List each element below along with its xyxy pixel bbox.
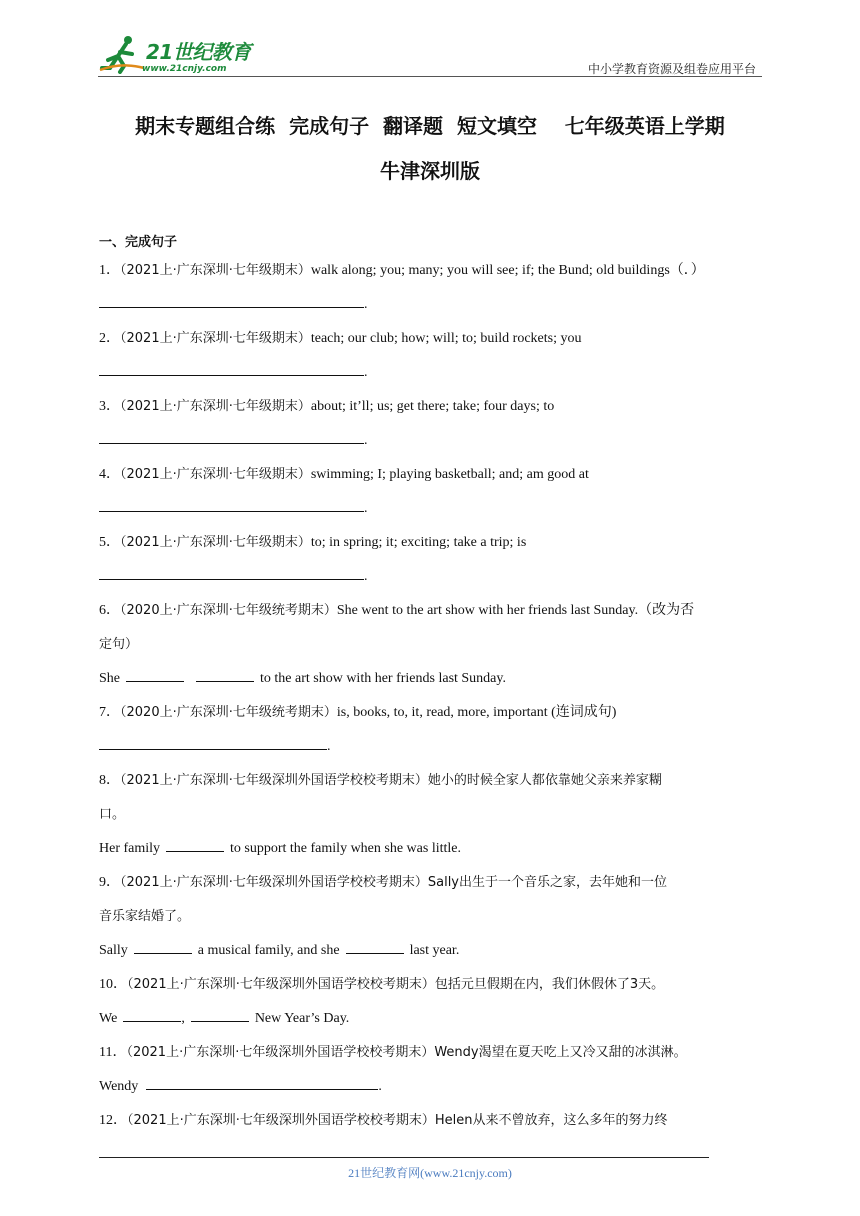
answer-line-10: We , New Year’s Day.: [99, 1002, 763, 1036]
blank[interactable]: [166, 835, 224, 852]
blank[interactable]: [146, 1071, 378, 1090]
page-title: 期末专题组合练 完成句子 翻译题 短文填空 七年级英语上学期: [135, 114, 725, 138]
answer-line-2[interactable]: .: [99, 356, 763, 390]
question-9-cont: 音乐家结婚了。: [99, 909, 191, 924]
question-1: 1．（2021上·广东深圳·七年级期末）walk along; you; many; you will see; if; the Bund; old buildings（．）: [99, 263, 705, 278]
platform-label: 中小学教育资源及组卷应用平台: [587, 62, 756, 76]
question-5: 5．（2021上·广东深圳·七年级期末）to; in spring; it; exciting; take a trip; is: [99, 535, 527, 550]
footer-text: 21世纪教育网(www.21cnjy.com): [348, 1166, 512, 1180]
logo-text: 21世纪教育: [146, 40, 251, 64]
blank[interactable]: [134, 937, 192, 954]
answer-line-9: Sally a musical family, and she last year.: [99, 934, 763, 968]
question-10: 10．（2021上·广东深圳·七年级深圳外国语学校校考期末）包括元旦假期在内，我们休假休了3天。: [99, 977, 665, 992]
answer-line-7[interactable]: .: [99, 730, 763, 764]
page-subtitle: 牛津深圳版: [380, 159, 480, 183]
question-6-cont: 定句）: [99, 637, 139, 652]
answer-line-6: She to the art show with her friends last Sunday.: [99, 662, 763, 696]
question-7: 7．（2020上·广东深圳·七年级统考期末）is, books, to, it, read, more, important (连词成句): [99, 705, 617, 720]
blank[interactable]: [196, 665, 254, 682]
blank[interactable]: [346, 937, 404, 954]
answer-line-4[interactable]: .: [99, 492, 763, 526]
question-11: 11．（2021上·广东深圳·七年级深圳外国语学校校考期末）Wendy渴望在夏天吃上又冷又甜的冰淇淋。: [99, 1045, 687, 1060]
page-header: [98, 30, 762, 78]
question-4: 4．（2021上·广东深圳·七年级期末）swimming; I; playing basketball; and; am good at: [99, 467, 589, 482]
logo-url: www.21cnjy.com: [142, 64, 227, 74]
question-2: 2．（2021上·广东深圳·七年级期末）teach; our club; how; will; to; build rockets; you: [99, 331, 582, 346]
answer-line-1[interactable]: .: [99, 288, 763, 322]
blank[interactable]: [191, 1005, 249, 1022]
answer-line-5[interactable]: .: [99, 560, 763, 594]
header-divider: [98, 76, 762, 77]
question-8: 8．（2021上·广东深圳·七年级深圳外国语学校校考期末）她小的时候全家人都依靠她父亲来养家糊: [99, 773, 662, 788]
answer-line-3[interactable]: .: [99, 424, 763, 458]
runner-logo-icon: [98, 34, 146, 74]
footer-divider: [99, 1157, 709, 1158]
blank[interactable]: [123, 1005, 181, 1022]
question-8-cont: 口。: [99, 807, 126, 822]
answer-line-11: Wendy .: [99, 1070, 763, 1104]
question-list: [99, 232, 763, 1138]
logo: [98, 34, 268, 74]
question-9: 9．（2021上·广东深圳·七年级深圳外国语学校校考期末）Sally出生于一个音乐之家，去年她和一位: [99, 875, 667, 890]
question-6: 6．（2020上·广东深圳·七年级统考期末）She went to the art show with her friends last Sunday.（改为否: [99, 603, 695, 618]
question-3: 3．（2021上·广东深圳·七年级期末）about; it’ll; us; get there; take; four days; to: [99, 399, 555, 414]
question-12: 12．（2021上·广东深圳·七年级深圳外国语学校校考期末）Helen从来不曾放弃，这么多年的努力终: [99, 1113, 668, 1128]
blank[interactable]: [126, 665, 184, 682]
section-heading: 一、完成句子: [99, 235, 178, 250]
answer-line-8: Her family to support the family when she was little.: [99, 832, 763, 866]
